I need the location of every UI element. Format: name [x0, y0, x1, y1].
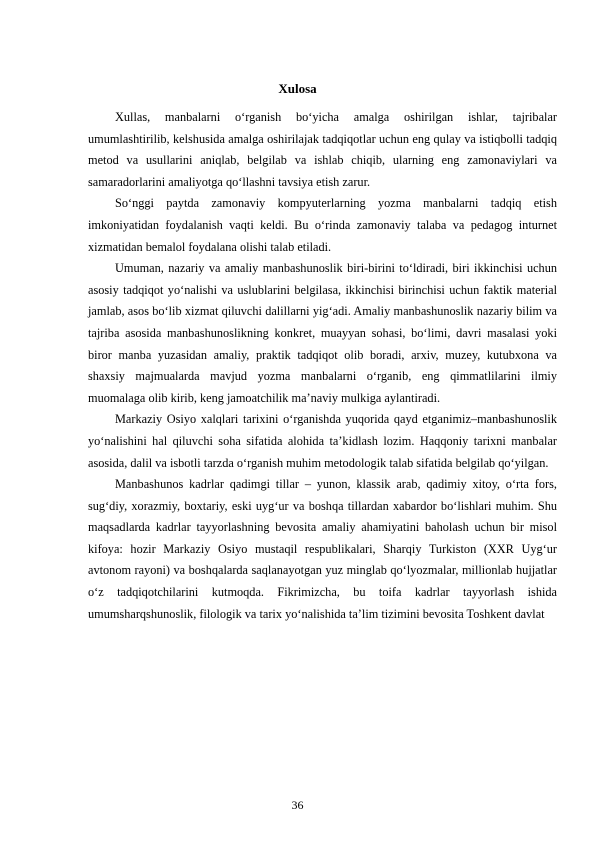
paragraph: So‘nggi paytda zamonaviy kompyuterlarning yozma manbalarni tadqiq etish imkoniyatidan foydalanish vaqti keldi. Bu o‘rinda zamonaviy talaba va pedagog inturnet xizmatidan bemalol foydalana olishi talab etiladi.	[88, 196, 557, 254]
paragraph: Markaziy Osiyo xalqlari tarixini o‘rganishda yuqorida qayd etganimiz–manbashunoslik yo‘nalishini hal qiluvchi soha sifatida alohida ta’kidlash lozim. Haqqoniy tarixni manbalar asosida, dalil va isbotli tarzda o‘rganish muhim metodologik talab sifatida belgilab qo‘yilgan.	[88, 412, 557, 470]
body-text	[88, 107, 557, 625]
paragraph: Manbashunos kadrlar qadimgi tillar – yunon, klassik arab, qadimiy xitoy, o‘rta fors, sug‘diy, xorazmiy, boxtariy, eski uyg‘ur va boshqa tillardan xabardor bo‘lishlari muhim. Shu maqsadlarda kadrlar tayyorlashning bevosita amaliy ahamiyatini baholash uchun bir misol kifoya: hozir Markaziy Osiyo mustaqil respublikalari, Sharqiy Turkiston (XXR Uyg‘ur avtonom rayoni) va boshqalarda saqlanayotgan yuz minglab qo‘lyozmalar, millionlab hujjatlar o‘z tadqiqotchilarini kutmoqda. Fikrimizcha, bu toifa kadrlar tayyorlash ishida umumsharqshunoslik, filologik va tarix yo‘nalishida ta’lim tizimini bevosita Toshkent davlat	[88, 477, 557, 621]
paragraph: Umuman, nazariy va amaliy manbashunoslik biri-birini to‘ldiradi, biri ikkinchisi uchun asosiy tadqiqot yo‘nalishi va uslublarini belgilasa, ikkinchisi birinchisi uchun faktik material jamlab, asos bo‘lib xizmat qiluvchi dalillarni yig‘adi. Amaliy manbashunoslik nazariy bilim va tajriba asosida manbashunoslikning konkret, muayyan sohasi, bo‘limi, davri masalasi yoki biror manba yuzasidan amaliy, praktik tadqiqot olib boradi, arxiv, muzey, kutubxona va shaxsiy majmualarda mavjud yozma manbalarni o‘rganib, eng qimmatlilarini ilmiy muomalaga olib kirib, keng jamoatchilik ma’naviy mulkiga aylantiradi.	[88, 261, 557, 405]
page-number: 36	[291, 798, 304, 812]
section-title: Xulosa	[278, 81, 317, 96]
paragraph: Xullas, manbalarni o‘rganish bo‘yicha amalga oshirilgan ishlar, tajribalar umumlashtirilib, kelshusida amalga oshirilajak tadqiqotlar uchun eng qulay va istiqbolli tadqiq metod va usullarini aniqlab, belgilab va ishlab chiqib, ularning eng zamonaviylari va samaradorlarini amaliyotga qo‘llashni tavsiya etish zarur.	[88, 110, 557, 189]
